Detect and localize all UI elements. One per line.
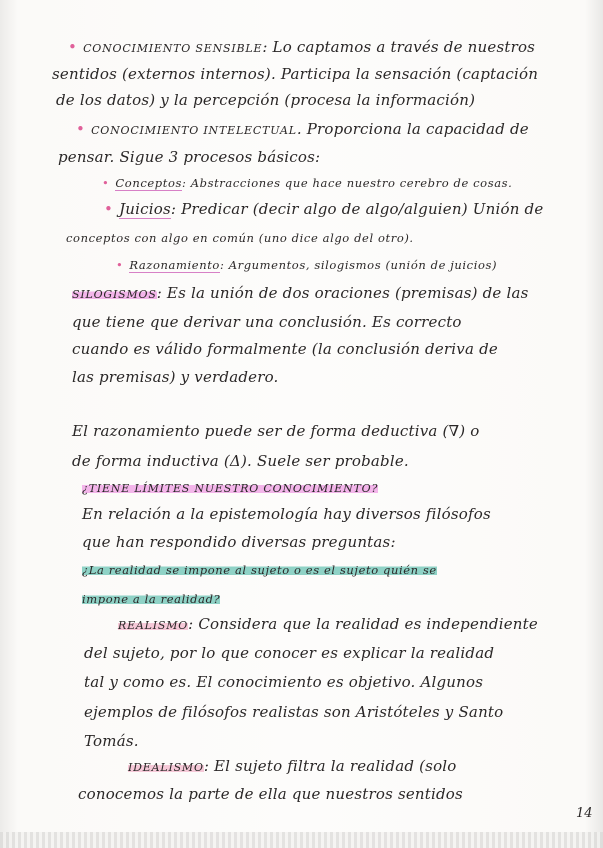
term-conocimiento-sensible: CONOCIMIENTO SENSIBLE xyxy=(83,42,263,55)
term-idealismo: IDEALISMO xyxy=(128,761,204,774)
line-10 xyxy=(72,283,529,305)
line-13: las premisas) y verdadero. xyxy=(72,368,279,386)
term-realismo: REALISMO xyxy=(118,619,189,632)
term-conceptos: Conceptos xyxy=(115,176,182,190)
line-19 xyxy=(82,560,437,580)
line-12: cuando es válido formalmente (la conclusión deriva de xyxy=(72,340,498,358)
line-5: pensar. Sigue 3 procesos básicos: xyxy=(58,148,321,166)
line-20 xyxy=(82,589,220,609)
line-text: : Es la unión de dos oraciones (premisas) de las xyxy=(156,284,529,302)
line-4 xyxy=(76,119,529,141)
term-silogismos: SILOGISMOS xyxy=(72,288,157,301)
line-text: : El sujeto filtra la realidad (solo xyxy=(203,757,457,775)
line-17: En relación a la epistemología hay diversos filósofos xyxy=(82,505,491,523)
line-22: del sujeto, por lo que conocer es explicar la realidad xyxy=(84,644,495,662)
term-razonamiento: Razonamiento xyxy=(129,258,220,272)
line-8: conceptos con algo en común (uno dice algo del otro). xyxy=(66,231,414,245)
term-juicios: Juicios xyxy=(119,200,171,218)
bullet-dot: • xyxy=(68,38,78,56)
line-7 xyxy=(104,199,543,219)
line-14: El razonamiento puede ser de forma deductiva (∇) o xyxy=(72,422,480,440)
question-heading xyxy=(82,479,378,499)
line-23: tal y como es. El conocimiento es objetivo. Algunos xyxy=(84,673,484,691)
bullet-dot: • xyxy=(76,120,86,138)
line-1 xyxy=(68,37,535,59)
line-27: conocemos la parte de ella que nuestros sentidos xyxy=(78,785,463,803)
line-6 xyxy=(102,173,512,193)
highlighted-question-end: impone a la realidad? xyxy=(82,592,221,606)
line-25: Tomás. xyxy=(84,732,139,750)
line-3: de los datos) y la percepción (procesa la información) xyxy=(56,91,476,109)
line-text: : Predicar (decir algo de algo/alguien) Unión de xyxy=(170,200,544,218)
line-text: : Considera que la realidad es independiente xyxy=(188,615,538,633)
line-18: que han respondido diversas preguntas: xyxy=(82,533,396,551)
line-9 xyxy=(116,255,497,275)
bullet-dot: • xyxy=(102,176,110,190)
page-edge-texture xyxy=(0,832,603,848)
line-11: que tiene que derivar una conclusión. Es correcto xyxy=(72,313,462,331)
line-text: : Abstracciones que hace nuestro cerebro de cosas. xyxy=(181,176,513,190)
line-2: sentidos (externos internos). Participa la sensación (captación xyxy=(52,65,539,83)
line-26 xyxy=(128,756,457,778)
line-text: . Proporciona la capacidad de xyxy=(296,120,529,138)
line-24: ejemplos de filósofos realistas son Aristóteles y Santo xyxy=(84,703,504,721)
line-text: : Lo captamos a través de nuestros xyxy=(262,38,536,56)
line-text: : Argumentos, silogismos (unión de juicios) xyxy=(219,258,498,272)
line-15: de forma inductiva (Δ). Suele ser probable. xyxy=(72,452,409,470)
term-conocimiento-intelectual: CONOCIMIENTO INTELECTUAL xyxy=(91,124,297,137)
bullet-dot: • xyxy=(104,200,114,218)
bullet-dot: • xyxy=(116,258,124,272)
question-heading-text: ¿TIENE LÍMITES NUESTRO CONOCIMIENTO? xyxy=(82,482,379,495)
highlighted-question: ¿La realidad se impone al sujeto o es el sujeto quién se xyxy=(82,563,437,577)
line-21 xyxy=(118,614,538,636)
page-number: 14 xyxy=(576,806,593,821)
